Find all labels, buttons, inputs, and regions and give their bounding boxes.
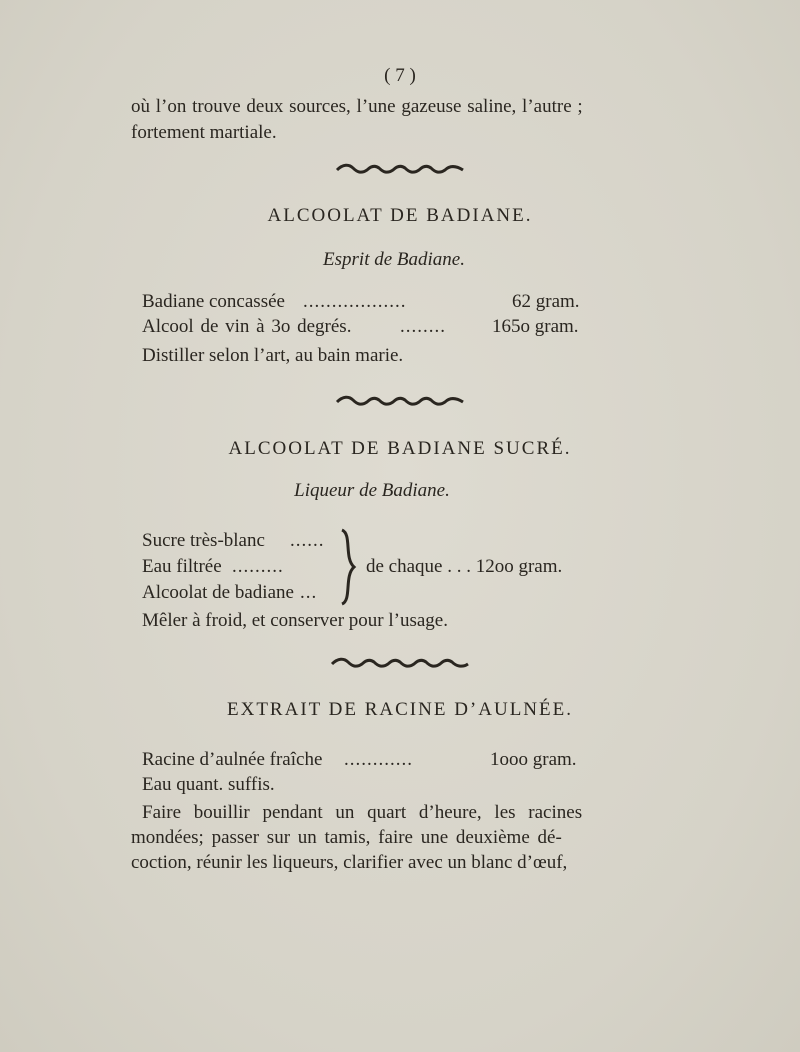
ornament-divider xyxy=(0,162,800,182)
leader-dots: ... xyxy=(300,582,318,603)
paragraph-line: mondées; passer sur un tamis, faire une deuxième dé- xyxy=(131,827,562,848)
leader-dots: .................. xyxy=(303,291,407,312)
section-title-alcoolat-badiane-sucre: ALCOOLAT DE BADIANE SUCRÉ. xyxy=(228,438,572,459)
ingredient-quantity: 165o gram. xyxy=(492,316,579,337)
leader-dots: ...... xyxy=(290,530,325,551)
leader-dots: ............ xyxy=(344,749,413,770)
ingredient-name: Alcoolat de badiane xyxy=(142,582,294,603)
ornament-divider-icon xyxy=(335,162,465,178)
ingredient-quantity: 1ooo gram. xyxy=(490,749,577,770)
ingredient-name: Sucre très-blanc xyxy=(142,530,265,551)
section-subtitle-liqueur: Liqueur de Badiane. xyxy=(294,480,450,501)
ornament-divider xyxy=(0,394,800,414)
ingredient-name: Alcool de vin à 3o degrés. xyxy=(142,316,352,337)
section-title-extrait-aulnee: EXTRAIT DE RACINE D’AULNÉE. xyxy=(227,699,573,720)
paragraph-line: Faire bouillir pendant un quart d’heure, les racines xyxy=(142,802,583,823)
ingredient-name: Badiane concassée xyxy=(142,291,285,312)
brace-icon xyxy=(338,528,360,606)
paragraph-line: coction, réunir les liqueurs, clarifier avec un blanc d’œuf, xyxy=(131,852,568,873)
ornament-divider xyxy=(0,656,800,676)
ingredient-name: Eau filtrée xyxy=(142,556,222,577)
section-title-alcoolat-badiane: ALCOOLAT DE BADIANE. xyxy=(267,205,533,226)
instruction-text: Mêler à froid, et conserver pour l’usage. xyxy=(142,610,448,631)
ingredient-quantity: 62 gram. xyxy=(512,291,580,312)
page-number: ( 7 ) xyxy=(384,65,416,86)
ingredient-name: Eau quant. suffis. xyxy=(142,774,275,795)
brace-note: de chaque . . . 12oo gram. xyxy=(366,556,563,577)
section-subtitle-esprit: Esprit de Badiane. xyxy=(323,249,465,270)
ornament-divider-icon xyxy=(330,656,470,672)
leader-dots: ........ xyxy=(400,316,446,337)
leader-dots: ......... xyxy=(232,556,284,577)
intro-line-1: où l’on trouve deux sources, l’une gazeuse saline, l’autre ; xyxy=(131,96,583,117)
intro-line-2: fortement martiale. xyxy=(131,122,277,143)
instruction-text: Distiller selon l’art, au bain marie. xyxy=(142,345,404,366)
ingredient-name: Racine d’aulnée fraîche xyxy=(142,749,323,770)
ornament-divider-icon xyxy=(335,394,465,410)
